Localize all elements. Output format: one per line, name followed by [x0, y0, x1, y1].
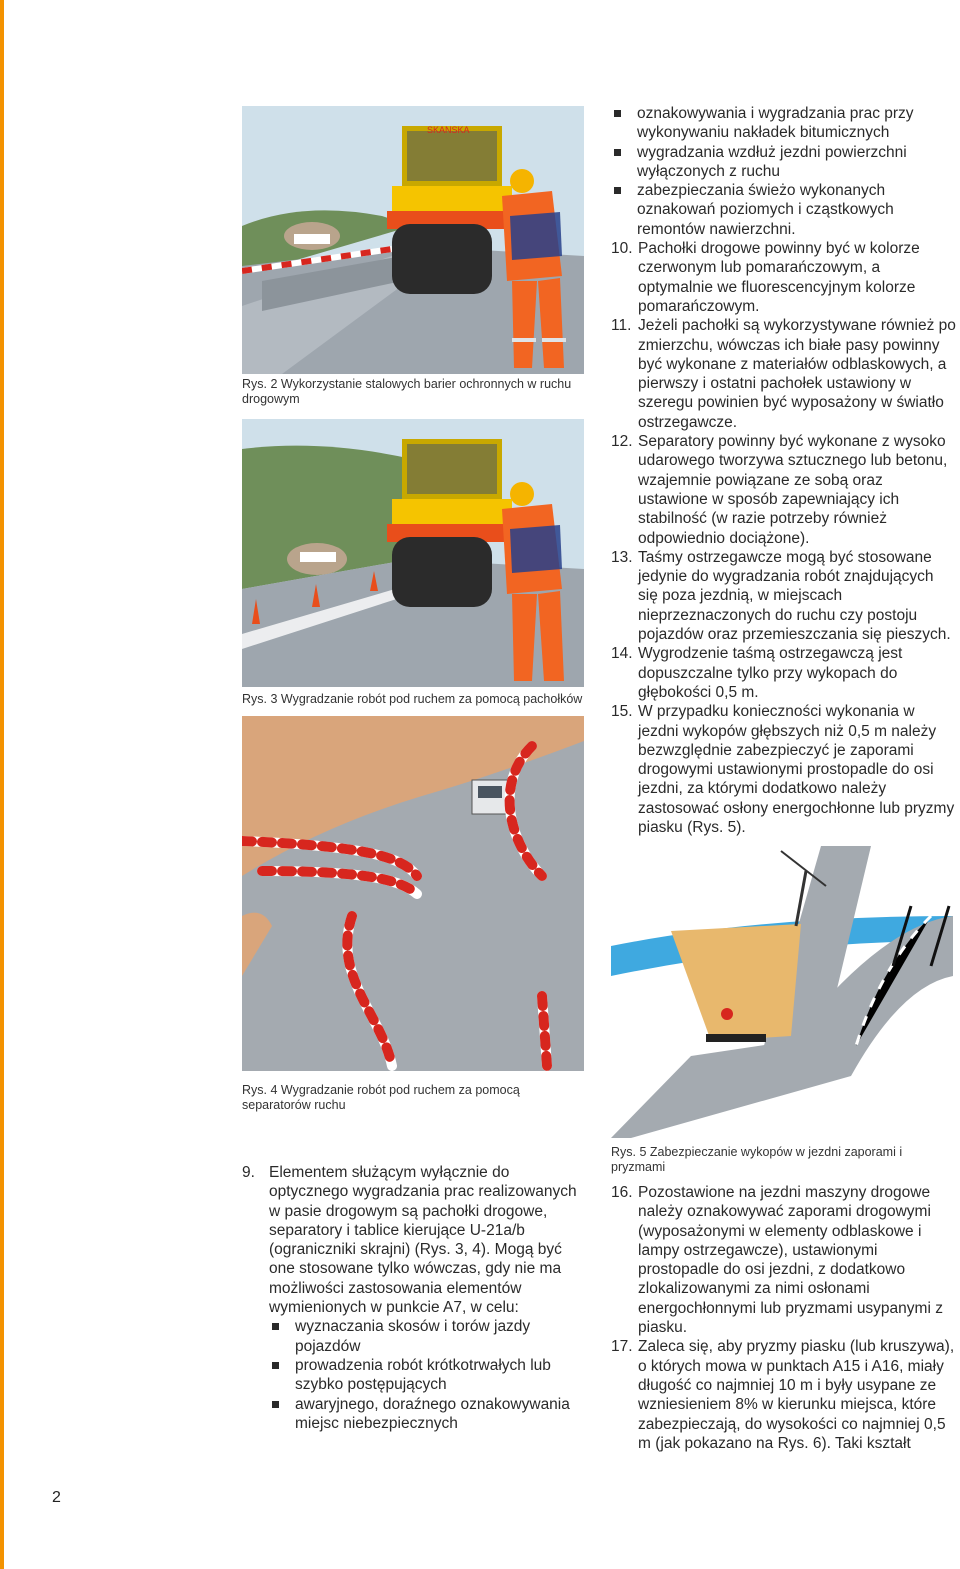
list-item: wyznaczania skosów i torów jazdy pojazdów: [269, 1317, 587, 1356]
right-bottom-text-column: [611, 1183, 956, 1453]
numbered-item-13: 13. Taśmy ostrzegawcze mogą być stosowane jedynie do wygradzania robót znajdujących się poza jezdnią, w miejscach nieprzeznaczonych do ruchu czy postoju pojazdów oraz przemieszczania się pieszych.: [611, 548, 951, 644]
list-item: oznakowywania i wygradzania prac przy wykonywaniu nakładek bitumicznych: [611, 104, 956, 143]
figure-4-caption: Rys. 4 Wygradzanie robót pod ruchem za pomocą separatorów ruchu: [242, 1083, 520, 1112]
list-item: awaryjnego, doraźnego oznakowywania miejsc niebezpiecznych: [269, 1395, 587, 1434]
list-item: wygradzania wzdłuż jezdni powierzchni wyłączonych z ruchu: [611, 143, 956, 182]
numbered-item-11: 11. Jeżeli pachołki są wykorzystywane również po zmierzchu, wówczas ich białe pasy powinny być wykonane z materiałów odblaskowych, a pierwszy i ostatni pachołek ustawiony w szeregu powinien być wyposażony w światło ostrzegawcze.: [611, 317, 956, 431]
numbered-item-17: 17. Zaleca się, aby pryzmy piasku (lub kruszywa), o których mowa w punktach A15 i A16, miały długość co najmniej 10 m i były usypane ze wzniesieniem 8% w kierunku miejsca, które zabezpieczają, do wysokości co najmniej 0,5 m (jak pokazano na Rys. 6). Taki kształt: [611, 1338, 955, 1452]
page-number: 2: [52, 1489, 61, 1506]
numbered-item-12: 12. Separatory powinny być wykonane z wysoko udarowego tworzywa sztucznego lub betonu, wzajemnie powiązane ze sobą oraz ustawione w sposób zapewniający ich stabilność (w razie potrzeby również odpowiednio dociążone).: [611, 433, 948, 547]
list-item: zabezpieczania świeżo wykonanych oznakowań poziomych i cząstkowych remontów nawierzchni.: [611, 181, 956, 239]
left-bottom-text-column: [242, 1163, 587, 1433]
figure-steel-barrier-illustration: [242, 106, 584, 374]
numbered-item-15: 15. W przypadku konieczności wykonania w jezdni wykopów głębszych niż 0,5 m należy bezwzględnie zabezpieczyć je zaporami drogowymi ustawionymi prostopadle do osi jezdni, za którymi dodatkowo należy zastosować osłony energochłonne lub pryzmy piasku (Rys. 5).: [611, 703, 955, 836]
right-top-text-column: [611, 104, 956, 837]
figure-traffic-cones-illustration: [242, 419, 584, 687]
numbered-item-14: 14. Wygrodzenie taśmą ostrzegawczą jest dopuszczalne tylko przy wykopach do głębokości 0,5 m.: [611, 645, 903, 701]
numbered-item-16: 16. Pozostawione na jezdni maszyny drogowe należy oznakowywać zaporami drogowymi (wyposażonymi w elementy odblaskowe i lampy ostrzegawcze), ustawionymi prostopadle do osi jezdni, z dodatkowo zlokalizowanymi za nimi osłonami energochłonnymi lub pryzmami usypanymi z piasku.: [611, 1184, 943, 1337]
figure-3-caption: Rys. 3 Wygradzanie robót pod ruchem za pomocą pachołków: [242, 692, 583, 706]
figure-5-caption: Rys. 5 Zabezpieczanie wykopów w jezdni zaporami i pryzmami: [611, 1145, 903, 1174]
numbered-item-9: 9. Elementem służącym wyłącznie do optycznego wygradzania prac realizowanych w pasie drogowym są pachołki drogowe, separatory i tablice kierujące U-21a/b (ograniczniki skrajni) (Rys. 3, 4). Mogą być one stosowane tylko wówczas, gdy nie ma możliwości zastosowania elementów wymienionych w punkcie A7, w celu:: [242, 1164, 577, 1317]
roller-brand-text: SKANSKA: [427, 125, 470, 135]
figure-excavation-protection-illustration: [611, 846, 953, 1138]
orange-page-edge: [0, 0, 4, 1569]
figure-traffic-separators-illustration: [242, 716, 584, 1071]
list-item: prowadzenia robót krótkotrwałych lub szybko postępujących: [269, 1356, 587, 1395]
figure-2-caption: Rys. 2 Wykorzystanie stalowych barier ochronnych w ruchu drogowym: [242, 377, 572, 406]
item-9-bullets: [242, 1317, 587, 1433]
numbered-item-10: 10. Pachołki drogowe powinny być w kolorze czerwonym lub pomarańczowym, a optymalnie we fluorescencyjnym kolorze pomarańczowym.: [611, 240, 920, 315]
